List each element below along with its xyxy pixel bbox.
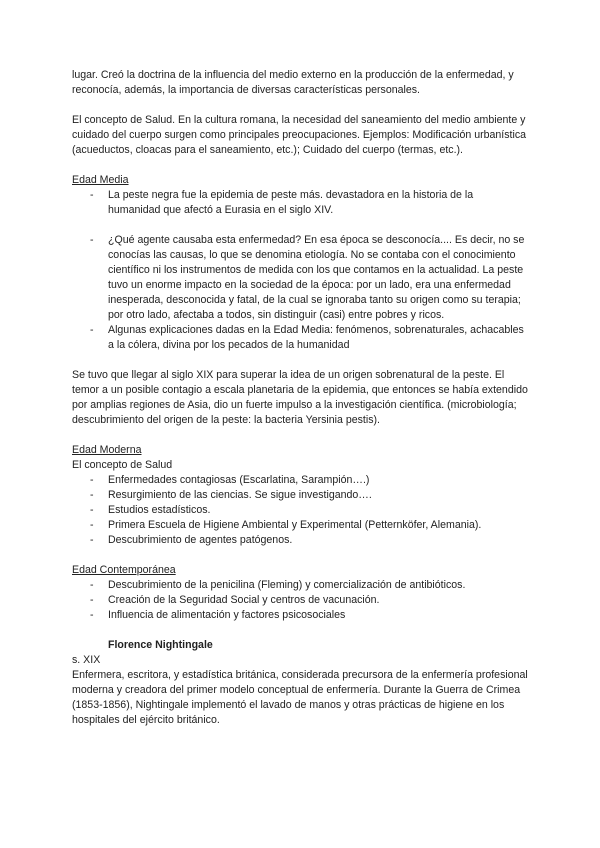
dash-bullet: -: [90, 594, 94, 606]
list-item-text: Primera Escuela de Higiene Ambiental y Experimental (Petternköfer, Alemania).: [108, 519, 482, 531]
list-item-text: Resurgimiento de las ciencias. Se sigue investigando….: [108, 489, 372, 501]
dash-bullet: -: [90, 609, 94, 621]
spacer: [72, 218, 528, 233]
list-item: [72, 233, 528, 323]
dash-bullet: -: [90, 324, 94, 336]
edad-media-paragraph: Se tuvo que llegar al siglo XIX para superar la idea de un origen sobrenatural de la peste. El temor a un posible contagio a escala planetaria de la epidemia, que entonces se había extendido por amplias regiones de Asia, dio un fuerte impulso a la investigación científica. (microbiología; descubrimiento del origen de la peste: la bacteria Yersinia pestis).: [72, 369, 528, 426]
list-item: [72, 578, 528, 593]
list-item-text: Estudios estadísticos.: [108, 504, 211, 516]
dash-bullet: -: [90, 519, 94, 531]
list-item: [72, 533, 528, 548]
nightingale-heading: Florence Nightingale: [108, 639, 213, 651]
edad-contemporanea-list: [72, 578, 528, 623]
spacer: [72, 158, 528, 173]
list-item-text: Enfermedades contagiosas (Escarlatina, Sarampión….): [108, 474, 370, 486]
edad-moderna-list: [72, 473, 528, 548]
list-item-text: Influencia de alimentación y factores psicosociales: [108, 609, 346, 621]
dash-bullet: -: [90, 474, 94, 486]
heading-edad-moderna: Edad Moderna: [72, 444, 142, 456]
list-item-text: Creación de la Seguridad Social y centros de vacunación.: [108, 594, 380, 606]
list-item: [72, 488, 528, 503]
list-item-text: Descubrimiento de la penicilina (Fleming) y comercialización de antibióticos.: [108, 579, 466, 591]
spacer: [72, 428, 528, 443]
spacer: [72, 548, 528, 563]
dash-bullet: -: [90, 189, 94, 201]
list-item-text: Descubrimiento de agentes patógenos.: [108, 534, 293, 546]
dash-bullet: -: [90, 534, 94, 546]
edad-moderna-subtitle: El concepto de Salud: [72, 459, 173, 471]
nightingale-century: s. XIX: [72, 654, 101, 666]
list-item: [72, 593, 528, 608]
dash-bullet: -: [90, 234, 94, 246]
nightingale-bio: Enfermera, escritora, y estadística británica, considerada precursora de la enfermería profesional moderna y creadora del primer modelo conceptual de enfermería. Durante la Guerra de Crimea (1853-1856), Nightingale implementó el lavado de manos y otras prácticas de higiene en los hospitales del ejército británico.: [72, 669, 528, 726]
list-item: [72, 503, 528, 518]
dash-bullet: -: [90, 504, 94, 516]
intro-paragraph-1: lugar. Creó la doctrina de la influencia del medio externo en la producción de la enfermedad, y reconocía, además, la importancia de diversas características personales.: [72, 69, 514, 96]
spacer: [72, 98, 528, 113]
edad-media-list: [72, 188, 528, 353]
list-item: [72, 473, 528, 488]
dash-bullet: -: [90, 489, 94, 501]
list-item: [72, 608, 528, 623]
list-item-text: ¿Qué agente causaba esta enfermedad? En esa época se desconocía.... Es decir, no se conocías las causas, lo que se denomina etiología. No se contaba con el conocimiento científico ni los instrumentos de medida con los que contamos en la actualidad. La peste tuvo un enorme impacto en la sociedad de la época: por un lado, era una enfermedad inesperada, desconocida y fatal, de la cual se ignoraba tanto su origen como su terapia; por otro lado, afectaba a todos, sin distinguir (casi) entre pobres y ricos.: [108, 234, 525, 321]
heading-edad-media: Edad Media: [72, 174, 129, 186]
list-item: [72, 188, 528, 218]
list-item: [72, 518, 528, 533]
dash-bullet: -: [90, 579, 94, 591]
spacer: [72, 623, 528, 638]
list-item: [72, 323, 528, 353]
list-item-text: La peste negra fue la epidemia de peste más. devastadora en la historia de la humanidad que afectó a Eurasia en el siglo XIV.: [108, 189, 474, 216]
heading-edad-contemporanea: Edad Contemporánea: [72, 564, 176, 576]
intro-paragraph-2: El concepto de Salud. En la cultura romana, la necesidad del saneamiento del medio ambiente y cuidado del cuerpo surgen como principales preocupaciones. Ejemplos: Modificación urbanística (acueductos, cloacas para el saneamiento, etc.); Cuidado del cuerpo (termas, etc.).: [72, 114, 527, 156]
spacer: [72, 353, 528, 368]
list-item-text: Algunas explicaciones dadas en la Edad Media: fenómenos, sobrenaturales, achacables a la cólera, divina por los pecados de la humanidad: [108, 324, 524, 351]
